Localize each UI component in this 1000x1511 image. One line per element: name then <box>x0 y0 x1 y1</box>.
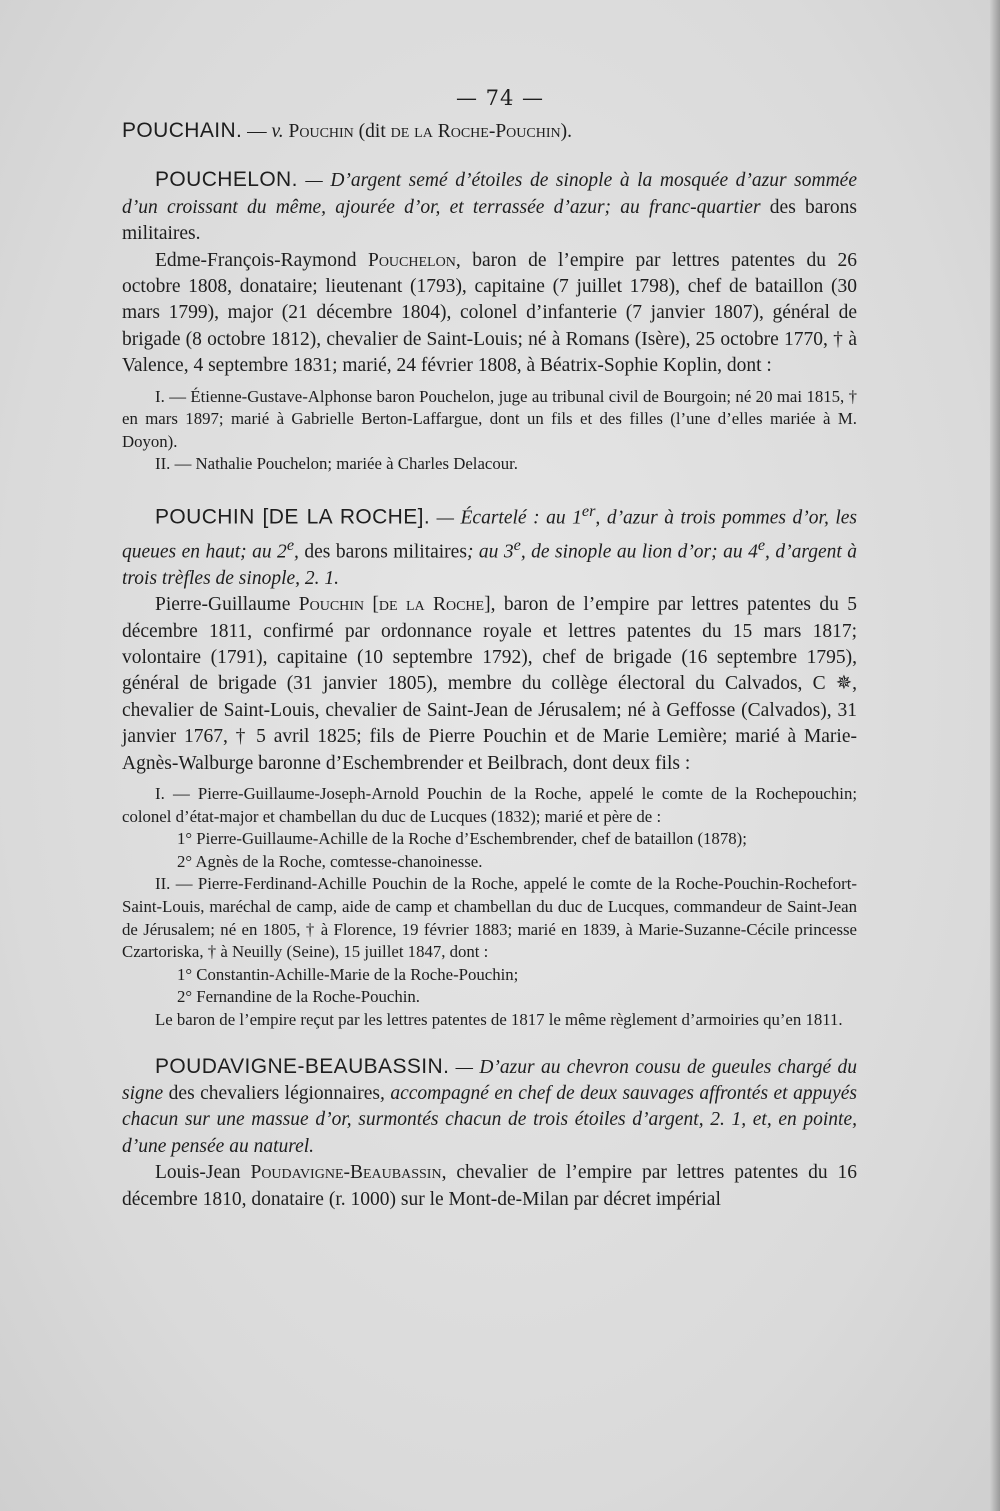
descendant-item: I. — Étienne-Gustave-Alphonse baron Pouchelon, juge au tribunal civil de Bourgoin; né 20 mai 1815, † en mars 1897; marié à Gabrielle Berton-Laffargue, dont un fils et des filles (l’une d’elles mariée à M. Doyon). <box>122 386 857 451</box>
entry-heading: POUCHAIN. <box>122 119 243 142</box>
descendant-subitem: 1° Constantin-Achille-Marie de la Roche-Pouchin; <box>177 964 519 984</box>
entry-poudavigne-blazon: POUDAVIGNE-BEAUBASSIN. — D’azur au chevron cousu de gueules chargé du signe des chevaliers légionnaires, accompagné en chef de deux sauvages affrontés et appuyés chacun sur une massue d’or, surmontés chacun de trois étoiles d’argent, 2. 1, et, en pointe, d’une pensée au naturel. <box>122 1054 857 1157</box>
page-body <box>122 118 857 1213</box>
person-name: Pouchelon <box>367 249 456 271</box>
entry-heading: POUCHIN [DE LA ROCHE]. <box>155 505 431 529</box>
entry-heading: POUDAVIGNE-BEAUBASSIN. <box>155 1054 450 1078</box>
descendant-subitem: 1° Pierre-Guillaume-Achille de la Roche d’Eschembrender, chef de bataillon (1878); <box>177 829 747 849</box>
blazon-text: — D’argent semé d’étoiles de sinople à la mosquée d’azur sommée d’un croissant du même, ajourée d’or, et terrassée d’azur; au franc-quartier <box>122 170 857 218</box>
entry-pouchin-biography: Pierre-Guillaume Pouchin [de la Roche], baron de l’empire par lettres patentes du 5 décembre 1811, confirmé par ordonnance royale et lettres patentes du 15 mars 1817; volontaire (1791), capitaine (10 septembre 1792), chef de brigade (16 septembre 1795), général de brigade (31 janvier 1805), membre du collège électoral du Calvados, C ✵, chevalier de Saint-Louis, chevalier de Saint-Jean de Jérusalem; né à Geffosse (Calvados), 31 janvier 1767, † 5 avril 1825; fils de Pierre Pouchin et de Marie Lemière; marié à Marie-Agnès-Walburge baronne d’Eschembrender et Beilbrach, dont deux fils : <box>122 594 857 774</box>
entry-note: Le baron de l’empire reçut par les lettres patentes de 1817 le même règlement d’armoiries qu’en 1811. <box>155 1010 843 1030</box>
entry-poudavigne-biography: Louis-Jean Poudavigne-Beaubassin, chevalier de l’empire par lettres patentes du 16 décembre 1810, donataire (r. 1000) sur le Mont-de-Milan par décret impérial <box>122 1162 857 1210</box>
entry-pouchin-blazon: POUCHIN [DE LA ROCHE]. — Écartelé : au 1er, d’azur à trois pommes d’or, les queues en haut; au 2e, des barons militaires; au 3e, de sinople au lion d’or; au 4e, d’argent à trois trèfles de sinople, 2. 1. <box>122 502 858 589</box>
page-number: — 74 — <box>455 86 545 110</box>
cross-reference: Pouchin <box>288 121 354 142</box>
entry-pouchain: POUCHAIN. — v. Pouchin (dit de la Roche-Pouchin). <box>122 119 572 142</box>
entry-pouchelon-blazon: POUCHELON. — D’argent semé d’étoiles de sinople à la mosquée d’azur sommée d’un croissant du même, ajourée d’or, et terrassée d’azur; au franc-quartier des barons militaires. <box>122 168 857 245</box>
descendant-item: I. — Pierre-Guillaume-Joseph-Arnold Pouchin de la Roche, appelé le comte de la Rochepouchin; colonel d’état-major et chambellan du duc de Lucques (1832); marié et père de : <box>122 784 857 826</box>
descendant-item: II. — Pierre-Ferdinand-Achille Pouchin de la Roche, appelé le comte de la Roche-Pouchin-Rochefort-Saint-Louis, maréchal de camp, aide de camp et chambellan du duc de Lucques, commandeur de Saint-Jean de Jérusalem; né en 1805, † à Florence, 19 février 1883; marié en 1839, à Marie-Suzanne-Cécile princesse Czartoriska, † à Neuilly (Seine), 15 juillet 1847, dont : <box>122 874 857 962</box>
entry-heading: POUCHELON. <box>155 168 298 192</box>
descendant-subitem: 2° Fernandine de la Roche-Pouchin. <box>177 987 420 1007</box>
person-name: Pouchin [de la Roche] <box>298 594 491 616</box>
entry-pouchelon-biography: Edme-François-Raymond Pouchelon, baron de l’empire par lettres patentes du 26 octobre 1808, donataire; lieutenant (1793), capitaine (7 juillet 1798), chef de bataillon (30 mars 1799), major (21 décembre 1804), colonel d’infanterie (7 janvier 1807), général de brigade (8 octobre 1812), chevalier de Saint-Louis; né à Romans (Isère), 25 octobre 1770, † à Valence, 4 septembre 1831; marié, 24 février 1808, à Béatrix-Sophie Koplin, dont : <box>122 249 857 377</box>
descendant-item: II. — Nathalie Pouchelon; mariée à Charles Delacour. <box>155 454 518 474</box>
person-name: Poudavigne-Beaubassin <box>250 1162 442 1184</box>
descendant-subitem: 2° Agnès de la Roche, comtesse-chanoinesse. <box>177 851 483 871</box>
page-edge-shadow <box>990 0 1000 1511</box>
